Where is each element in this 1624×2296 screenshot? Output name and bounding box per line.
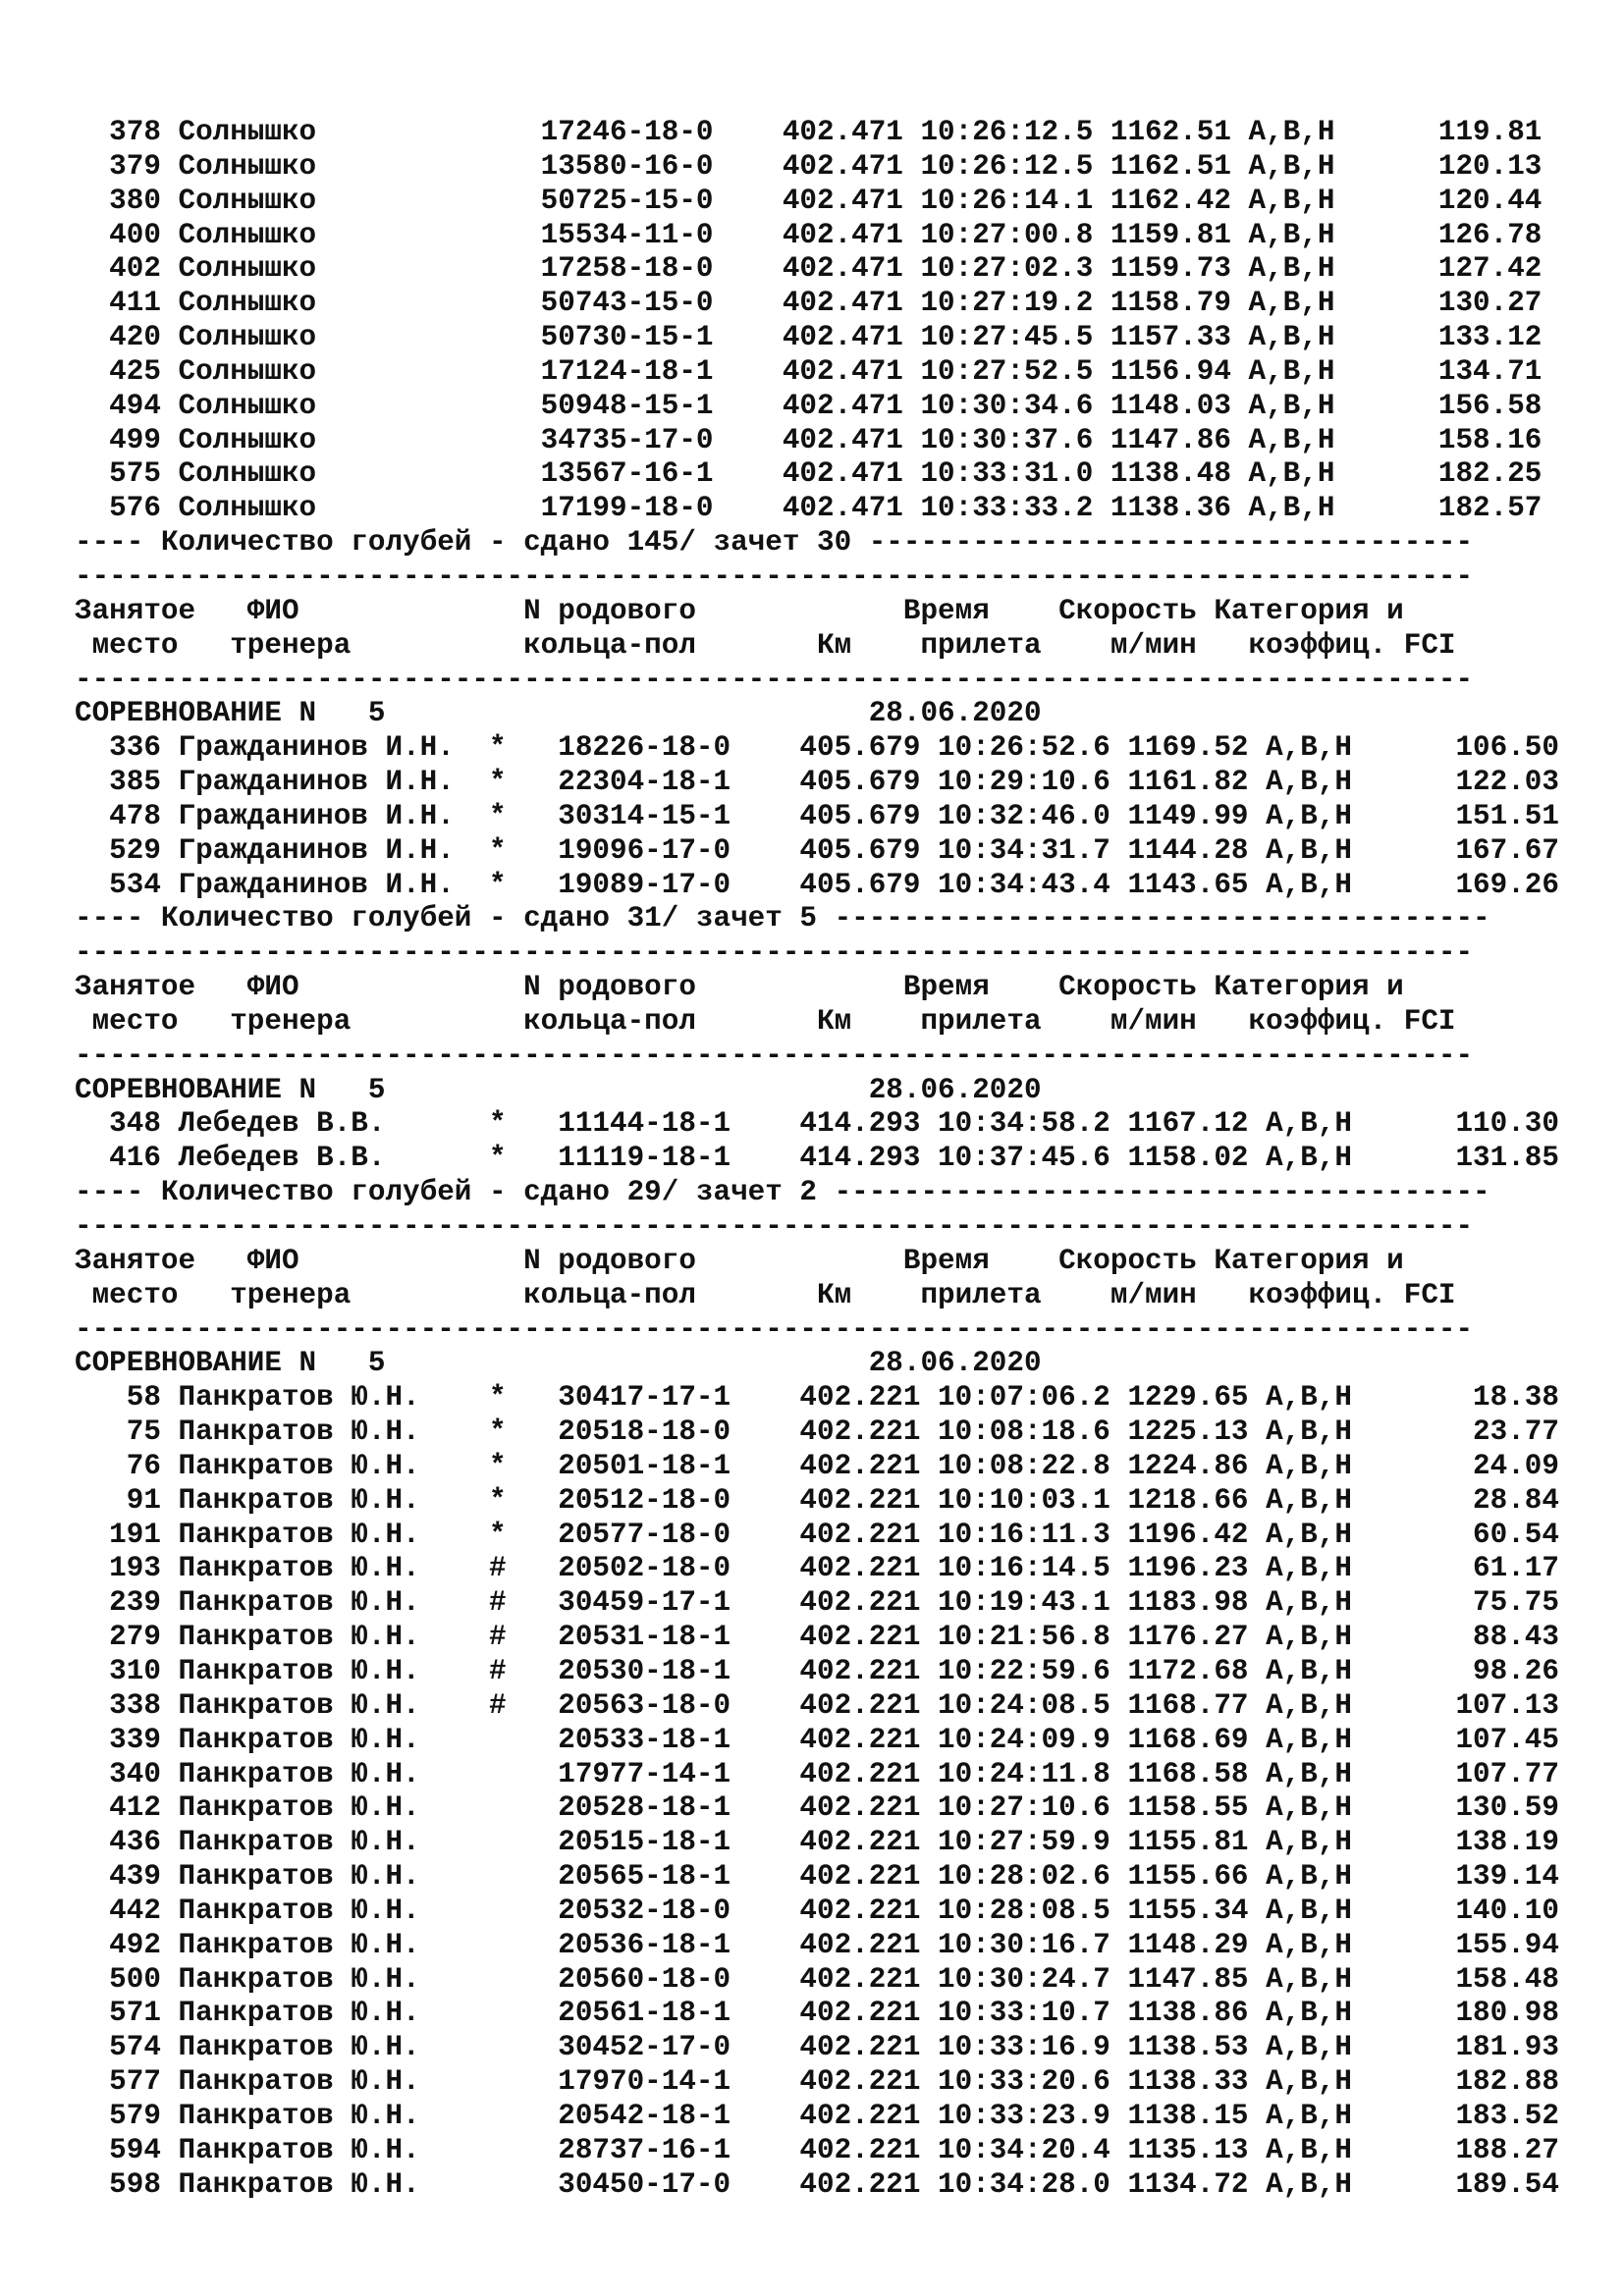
competition-header: СОРЕВНОВАНИЕ N 5 28.06.2020 [75,1347,1042,1380]
column-header: место тренера кольца-пол Км прилета м/мин коэффиц. FCI [75,628,1456,662]
result-row: 478 Гражданинов И.Н. * 30314-15-1 405.679 10:32:46.0 1149.99 А,В,Н 151.51 [75,799,1559,832]
competition-header: СОРЕВНОВАНИЕ N 5 28.06.2020 [75,697,1042,730]
result-row: 378 Солнышко 17246-18-0 402.471 10:26:12.5 1162.51 А,В,Н 119.81 [75,116,1543,148]
result-row: 598 Панкратов Ю.Н. 30450-17-0 402.221 10:34:28.0 1134.72 А,В,Н 189.54 [75,2167,1559,2201]
summary-line: ---- Количество голубей - сдано 145/ зачет 30 ----------------------------------- [75,526,1474,560]
results-document [75,116,1559,2202]
result-row: 380 Солнышко 50725-15-0 402.471 10:26:14.1 1162.42 А,В,Н 120.44 [75,184,1543,217]
result-row: 494 Солнышко 50948-15-1 402.471 10:30:34.6 1148.03 А,В,Н 156.58 [75,389,1543,422]
column-header: место тренера кольца-пол Км прилета м/мин коэффиц. FCI [75,1004,1456,1038]
result-row: 193 Панкратов Ю.Н. # 20502-18-0 402.221 10:16:14.5 1196.23 А,В,Н 61.17 [75,1552,1559,1585]
result-row: 420 Солнышко 50730-15-1 402.471 10:27:45.5 1157.33 А,В,Н 133.12 [75,321,1543,354]
result-row: 416 Лебедев В.В. * 11119-18-1 414.293 10:37:45.6 1158.02 А,В,Н 131.85 [75,1142,1559,1175]
separator-line: --------------------------------------------------------------------------------- [75,560,1474,593]
result-row: 436 Панкратов Ю.Н. 20515-18-1 402.221 10:27:59.9 1155.81 А,В,Н 138.19 [75,1826,1559,1859]
result-row: 571 Панкратов Ю.Н. 20561-18-1 402.221 10:33:10.7 1138.86 А,В,Н 180.98 [75,1997,1559,2030]
summary-line: ---- Количество голубей - сдано 29/ зачет 2 -------------------------------------- [75,1176,1490,1209]
result-row: 402 Солнышко 17258-18-0 402.471 10:27:02.3 1159.73 А,В,Н 127.42 [75,252,1543,286]
separator-line: --------------------------------------------------------------------------------- [75,1312,1474,1346]
result-row: 338 Панкратов Ю.Н. # 20563-18-0 402.221 10:24:08.5 1168.77 А,В,Н 107.13 [75,1688,1559,1722]
summary-line: ---- Количество голубей - сдано 31/ зачет 5 -------------------------------------- [75,902,1490,935]
competition-header: СОРЕВНОВАНИЕ N 5 28.06.2020 [75,1073,1042,1106]
result-row: 575 Солнышко 13567-16-1 402.471 10:33:31.0 1138.48 А,В,Н 182.25 [75,457,1543,491]
result-row: 439 Панкратов Ю.Н. 20565-18-1 402.221 10:28:02.6 1155.66 А,В,Н 139.14 [75,1860,1559,1894]
result-row: 579 Панкратов Ю.Н. 20542-18-1 402.221 10:33:23.9 1138.15 А,В,Н 183.52 [75,2099,1559,2132]
result-row: 411 Солнышко 50743-15-0 402.471 10:27:19.2 1158.79 А,В,Н 130.27 [75,287,1543,320]
result-row: 400 Солнышко 15534-11-0 402.471 10:27:00.8 1159.81 А,В,Н 126.78 [75,218,1543,251]
result-row: 442 Панкратов Ю.Н. 20532-18-0 402.221 10:28:08.5 1155.34 А,В,Н 140.10 [75,1894,1559,1927]
result-row: 425 Солнышко 17124-18-1 402.471 10:27:52.5 1156.94 А,В,Н 134.71 [75,354,1543,388]
result-row: 576 Солнышко 17199-18-0 402.471 10:33:33.2 1138.36 А,В,Н 182.57 [75,492,1543,525]
result-row: 492 Панкратов Ю.Н. 20536-18-1 402.221 10:30:16.7 1148.29 А,В,Н 155.94 [75,1928,1559,1961]
result-row: 336 Гражданинов И.Н. * 18226-18-0 405.679 10:26:52.6 1169.52 А,В,Н 106.50 [75,731,1559,765]
result-row: 534 Гражданинов И.Н. * 19089-17-0 405.679 10:34:43.4 1143.65 А,В,Н 169.26 [75,868,1559,901]
column-header: Занятое ФИО N родового Время Скорость Категория и [75,1244,1404,1277]
result-row: 348 Лебедев В.В. * 11144-18-1 414.293 10:34:58.2 1167.12 А,В,Н 110.30 [75,1107,1559,1141]
result-row: 340 Панкратов Ю.Н. 17977-14-1 402.221 10:24:11.8 1168.58 А,В,Н 107.77 [75,1757,1559,1790]
separator-line: --------------------------------------------------------------------------------- [75,1210,1474,1243]
result-row: 58 Панкратов Ю.Н. * 30417-17-1 402.221 10:07:06.2 1229.65 А,В,Н 18.38 [75,1381,1559,1415]
result-row: 529 Гражданинов И.Н. * 19096-17-0 405.679 10:34:31.7 1144.28 А,В,Н 167.67 [75,833,1559,867]
column-header: место тренера кольца-пол Км прилета м/мин коэффиц. FCI [75,1278,1456,1311]
result-row: 577 Панкратов Ю.Н. 17970-14-1 402.221 10:33:20.6 1138.33 А,В,Н 182.88 [75,2065,1559,2099]
result-row: 76 Панкратов Ю.Н. * 20501-18-1 402.221 10:08:22.8 1224.86 А,В,Н 24.09 [75,1449,1559,1482]
separator-line: --------------------------------------------------------------------------------- [75,663,1474,696]
column-header: Занятое ФИО N родового Время Скорость Категория и [75,971,1404,1004]
result-row: 594 Панкратов Ю.Н. 28737-16-1 402.221 10:34:20.4 1135.13 А,В,Н 188.27 [75,2133,1559,2166]
result-row: 385 Гражданинов И.Н. * 22304-18-1 405.679 10:29:10.6 1161.82 А,В,Н 122.03 [75,766,1559,799]
result-row: 191 Панкратов Ю.Н. * 20577-18-0 402.221 10:16:11.3 1196.42 А,В,Н 60.54 [75,1518,1559,1551]
result-row: 339 Панкратов Ю.Н. 20533-18-1 402.221 10:24:09.9 1168.69 А,В,Н 107.45 [75,1723,1559,1756]
result-row: 379 Солнышко 13580-16-0 402.471 10:26:12.5 1162.51 А,В,Н 120.13 [75,149,1543,183]
result-row: 75 Панкратов Ю.Н. * 20518-18-0 402.221 10:08:18.6 1225.13 А,В,Н 23.77 [75,1415,1559,1449]
result-row: 499 Солнышко 34735-17-0 402.471 10:30:37.6 1147.86 А,В,Н 158.16 [75,423,1543,456]
separator-line: --------------------------------------------------------------------------------- [75,936,1474,970]
result-row: 91 Панкратов Ю.Н. * 20512-18-0 402.221 10:10:03.1 1218.66 А,В,Н 28.84 [75,1483,1559,1517]
result-row: 279 Панкратов Ю.Н. # 20531-18-1 402.221 10:21:56.8 1176.27 А,В,Н 88.43 [75,1621,1559,1654]
separator-line: --------------------------------------------------------------------------------- [75,1039,1474,1072]
result-row: 239 Панкратов Ю.Н. # 30459-17-1 402.221 10:19:43.1 1183.98 А,В,Н 75.75 [75,1586,1559,1620]
column-header: Занятое ФИО N родового Время Скорость Категория и [75,594,1404,627]
result-row: 310 Панкратов Ю.Н. # 20530-18-1 402.221 10:22:59.6 1172.68 А,В,Н 98.26 [75,1654,1559,1687]
result-row: 574 Панкратов Ю.Н. 30452-17-0 402.221 10:33:16.9 1138.53 А,В,Н 181.93 [75,2031,1559,2064]
result-row: 500 Панкратов Ю.Н. 20560-18-0 402.221 10:30:24.7 1147.85 А,В,Н 158.48 [75,1962,1559,1996]
result-row: 412 Панкратов Ю.Н. 20528-18-1 402.221 10:27:10.6 1158.55 А,В,Н 130.59 [75,1791,1559,1825]
